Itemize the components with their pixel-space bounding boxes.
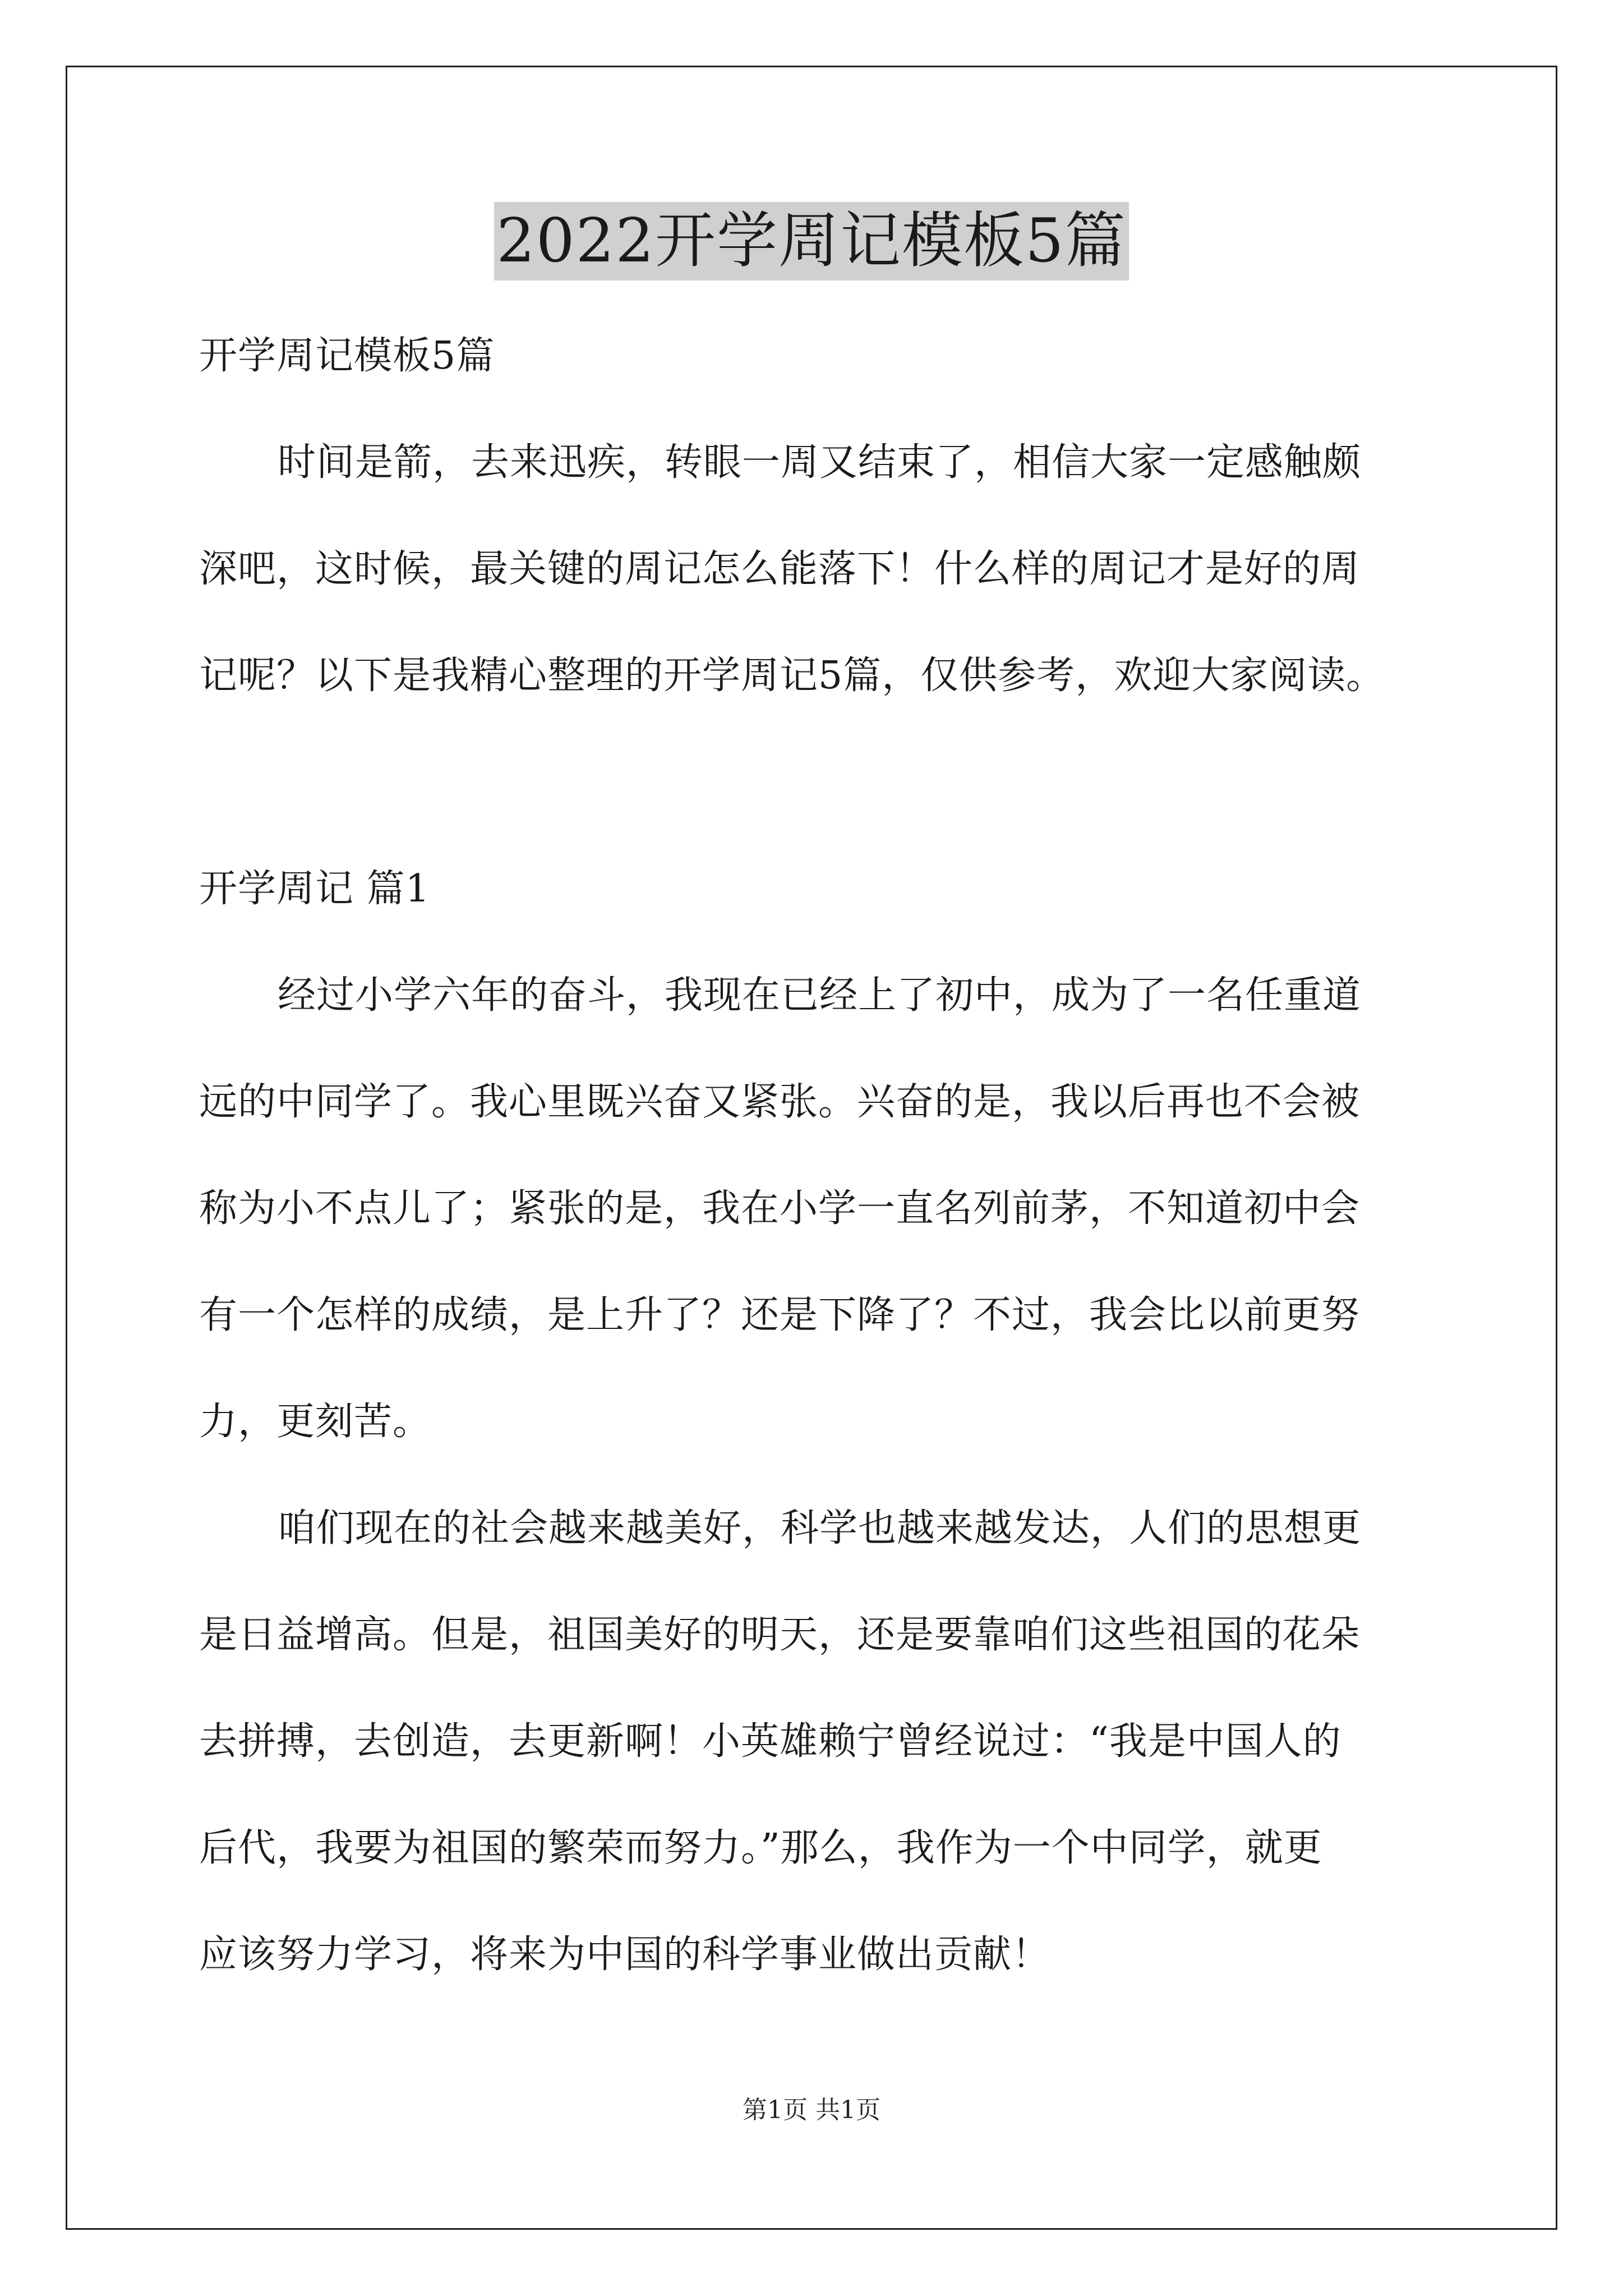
paragraph-line: 后代，我要为祖国的繁荣而努力。”那么，我作为一个中同学，就更 [199, 1826, 1322, 1870]
intro-line: 深吧，这时候，最关键的周记怎么能落下！什么样的周记才是好的周 [199, 547, 1361, 591]
paragraph-line: 远的中同学了。我心里既兴奋又紧张。兴奋的是，我以后再也不会被 [199, 1080, 1361, 1124]
section-heading: 开学周记 篇1 [199, 867, 430, 911]
paragraph-line: 经过小学六年的奋斗，我现在已经上了初中，成为了一名任重道 [278, 973, 1362, 1018]
paragraph-line: 应该努力学习，将来为中国的科学事业做出贡献！ [199, 1932, 1051, 1977]
paragraph-line: 有一个怎样的成绩，是上升了？还是下降了？不过，我会比以前更努 [199, 1293, 1361, 1337]
blank-line [199, 729, 1436, 836]
document-body [199, 303, 1436, 2008]
document-title: 2022开学周记模板5篇 [494, 202, 1129, 280]
subtitle: 开学周记模板5篇 [199, 334, 495, 378]
intro-line: 时间是箭，去来迅疾，转眼一周又结束了，相信大家一定感触颇 [278, 440, 1362, 485]
title-container [0, 202, 1623, 280]
paragraph-line: 是日益增高。但是，祖国美好的明天，还是要靠咱们这些祖国的花朵 [199, 1613, 1361, 1657]
paragraph-line: 称为小不点儿了；紧张的是，我在小学一直名列前茅，不知道初中会 [199, 1186, 1361, 1231]
page-footer: 第1页 共1页 [743, 2096, 880, 2124]
intro-line: 记呢？以下是我精心整理的开学周记5篇，仅供参考，欢迎大家阅读。 [199, 654, 1385, 698]
paragraph-line: 力，更刻苦。 [199, 1400, 432, 1444]
paragraph-line: 去拼搏，去创造，去更新啊！小英雄赖宁曾经说过：“我是中国人的 [199, 1719, 1341, 1764]
paragraph-line: 咱们现在的社会越来越美好，科学也越来越发达，人们的思想更 [278, 1506, 1362, 1550]
